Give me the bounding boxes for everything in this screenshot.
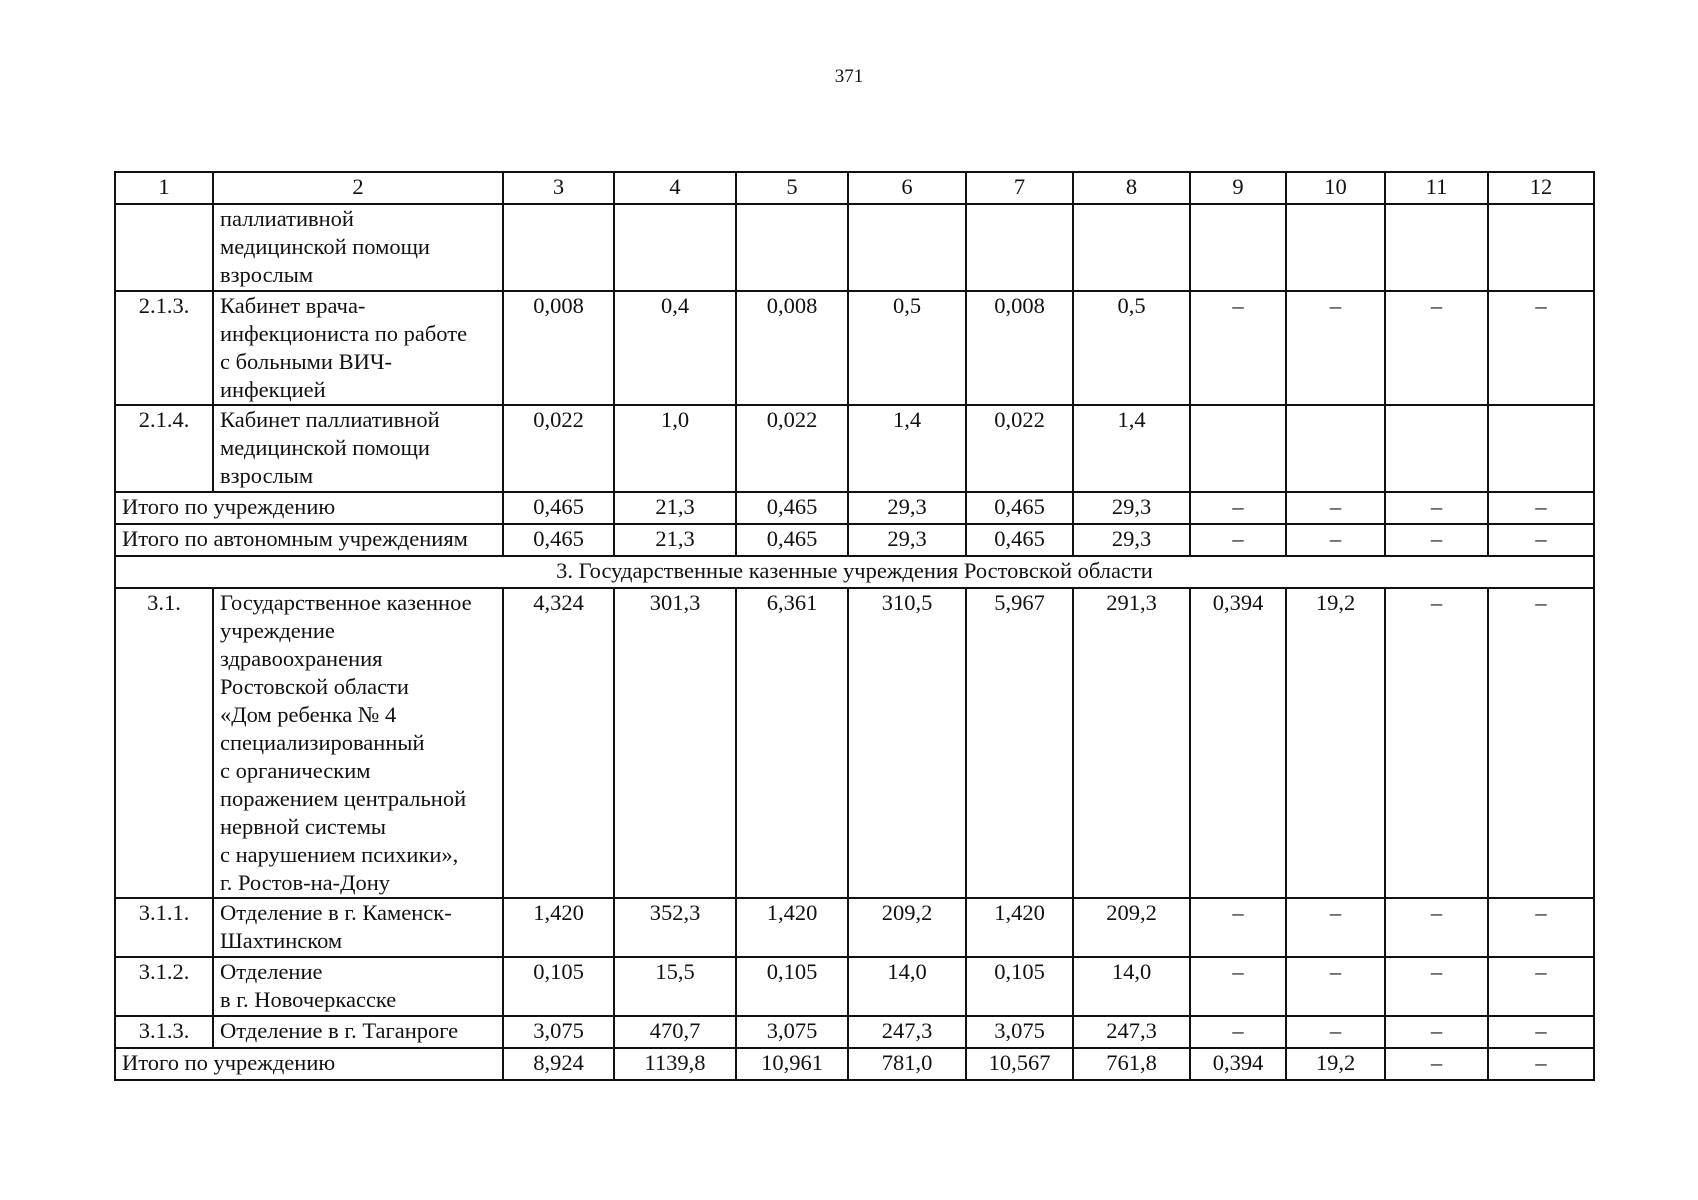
value-cell: – [1190,524,1286,556]
value-cell: – [1286,898,1385,957]
total-row [115,492,1594,524]
value-cell: 209,2 [848,898,966,957]
value-cell: 0,5 [848,291,966,405]
value-cell [966,204,1073,291]
value-cell: 0,008 [966,291,1073,405]
value-cell: – [1488,492,1594,524]
value-cell: – [1488,291,1594,405]
value-cell: – [1190,898,1286,957]
section-row [115,556,1594,588]
value-cell: – [1190,291,1286,405]
value-cell: 352,3 [614,898,736,957]
row-name: паллиативной медицинской помощи взрослым [213,204,503,291]
table-row [115,204,1594,291]
value-cell: 29,3 [1073,492,1190,524]
value-cell: – [1385,588,1488,898]
value-cell [503,204,614,291]
value-cell: 310,5 [848,588,966,898]
value-cell: 1,420 [736,898,848,957]
value-cell [1488,405,1594,492]
value-cell: 14,0 [848,957,966,1016]
row-name: Отделение в г. Новочеркасске [213,957,503,1016]
value-cell: – [1385,1016,1488,1048]
header-cell: 6 [848,172,966,204]
value-cell: 0,105 [503,957,614,1016]
table-row [115,1016,1594,1048]
value-cell: – [1385,957,1488,1016]
row-name: Отделение в г. Таганроге [213,1016,503,1048]
value-cell [614,204,736,291]
row-name: Государственное казенное учреждение здравоохранения Ростовской области «Дом ребенка № 4 специализированный с органическим поражением центральной нервной системы с нарушением психики», г. Ростов-на-Дону [213,588,503,898]
value-cell: 0,105 [736,957,848,1016]
value-cell: 0,465 [736,492,848,524]
value-cell: 0,465 [966,524,1073,556]
row-number: 3.1. [115,588,213,898]
value-cell: – [1385,524,1488,556]
header-cell: 3 [503,172,614,204]
value-cell: 10,961 [736,1048,848,1080]
value-cell: 29,3 [1073,524,1190,556]
value-cell [1073,204,1190,291]
header-cell: 1 [115,172,213,204]
value-cell: 0,465 [503,492,614,524]
value-cell: 1,420 [966,898,1073,957]
value-cell: 0,022 [736,405,848,492]
value-cell: 1139,8 [614,1048,736,1080]
value-cell: 14,0 [1073,957,1190,1016]
header-cell: 11 [1385,172,1488,204]
value-cell: 19,2 [1286,1048,1385,1080]
total-label: Итого по автономным учреждениям [115,524,503,556]
value-cell: 3,075 [966,1016,1073,1048]
total-row [115,1048,1594,1080]
value-cell: – [1488,588,1594,898]
value-cell: 0,465 [736,524,848,556]
table-row [115,588,1594,898]
value-cell: 247,3 [848,1016,966,1048]
header-cell: 8 [1073,172,1190,204]
section-title: 3. Государственные казенные учреждения Ростовской области [115,556,1594,588]
value-cell: 0,105 [966,957,1073,1016]
value-cell: 0,4 [614,291,736,405]
header-cell: 9 [1190,172,1286,204]
value-cell: 21,3 [614,524,736,556]
value-cell [1286,204,1385,291]
value-cell: 0,394 [1190,1048,1286,1080]
value-cell: – [1190,1016,1286,1048]
value-cell: 3,075 [736,1016,848,1048]
value-cell: 4,324 [503,588,614,898]
total-label: Итого по учреждению [115,1048,503,1080]
value-cell: 1,4 [848,405,966,492]
header-cell: 4 [614,172,736,204]
value-cell: 1,0 [614,405,736,492]
table-row [115,291,1594,405]
table-row [115,898,1594,957]
value-cell: – [1190,492,1286,524]
row-number: 3.1.1. [115,898,213,957]
value-cell: 19,2 [1286,588,1385,898]
value-cell: 247,3 [1073,1016,1190,1048]
value-cell: 781,0 [848,1048,966,1080]
value-cell: 21,3 [614,492,736,524]
total-row [115,524,1594,556]
value-cell: 0,394 [1190,588,1286,898]
value-cell: 301,3 [614,588,736,898]
page-number: 371 [834,66,864,87]
value-cell: 6,361 [736,588,848,898]
value-cell: 761,8 [1073,1048,1190,1080]
value-cell [1488,204,1594,291]
row-number: 3.1.3. [115,1016,213,1048]
row-number: 2.1.4. [115,405,213,492]
header-cell: 5 [736,172,848,204]
row-number [115,204,213,291]
header-cell: 12 [1488,172,1594,204]
table-row [115,957,1594,1016]
value-cell: 15,5 [614,957,736,1016]
row-name: Кабинет врача- инфекциониста по работе с больными ВИЧ- инфекцией [213,291,503,405]
value-cell [848,204,966,291]
value-cell: 291,3 [1073,588,1190,898]
value-cell: 1,420 [503,898,614,957]
value-cell: 29,3 [848,492,966,524]
value-cell: 29,3 [848,524,966,556]
table-row [115,405,1594,492]
value-cell: 209,2 [1073,898,1190,957]
value-cell: – [1385,291,1488,405]
value-cell: – [1286,291,1385,405]
value-cell [1190,405,1286,492]
value-cell: 0,465 [503,524,614,556]
value-cell: 470,7 [614,1016,736,1048]
value-cell: – [1286,524,1385,556]
value-cell: 3,075 [503,1016,614,1048]
header-cell: 2 [213,172,503,204]
value-cell: 0,465 [966,492,1073,524]
value-cell: – [1190,957,1286,1016]
value-cell: 1,4 [1073,405,1190,492]
value-cell [1286,405,1385,492]
value-cell [1190,204,1286,291]
header-cell: 7 [966,172,1073,204]
value-cell: 0,008 [503,291,614,405]
value-cell: – [1385,898,1488,957]
value-cell: 0,008 [736,291,848,405]
value-cell: – [1286,1016,1385,1048]
value-cell: – [1488,957,1594,1016]
data-table [114,171,1595,1081]
value-cell: – [1385,1048,1488,1080]
value-cell: 0,022 [503,405,614,492]
table-header-row [115,172,1594,204]
value-cell: 5,967 [966,588,1073,898]
value-cell: – [1286,492,1385,524]
value-cell: – [1488,1016,1594,1048]
header-cell: 10 [1286,172,1385,204]
value-cell: 0,022 [966,405,1073,492]
value-cell: – [1488,898,1594,957]
value-cell: 8,924 [503,1048,614,1080]
value-cell: 10,567 [966,1048,1073,1080]
value-cell: – [1385,492,1488,524]
row-name: Отделение в г. Каменск- Шахтинском [213,898,503,957]
value-cell [1385,204,1488,291]
row-number: 3.1.2. [115,957,213,1016]
value-cell [1385,405,1488,492]
value-cell: – [1488,524,1594,556]
total-label: Итого по учреждению [115,492,503,524]
value-cell: – [1488,1048,1594,1080]
row-number: 2.1.3. [115,291,213,405]
row-name: Кабинет паллиативной медицинской помощи взрослым [213,405,503,492]
value-cell: – [1286,957,1385,1016]
value-cell: 0,5 [1073,291,1190,405]
value-cell [736,204,848,291]
